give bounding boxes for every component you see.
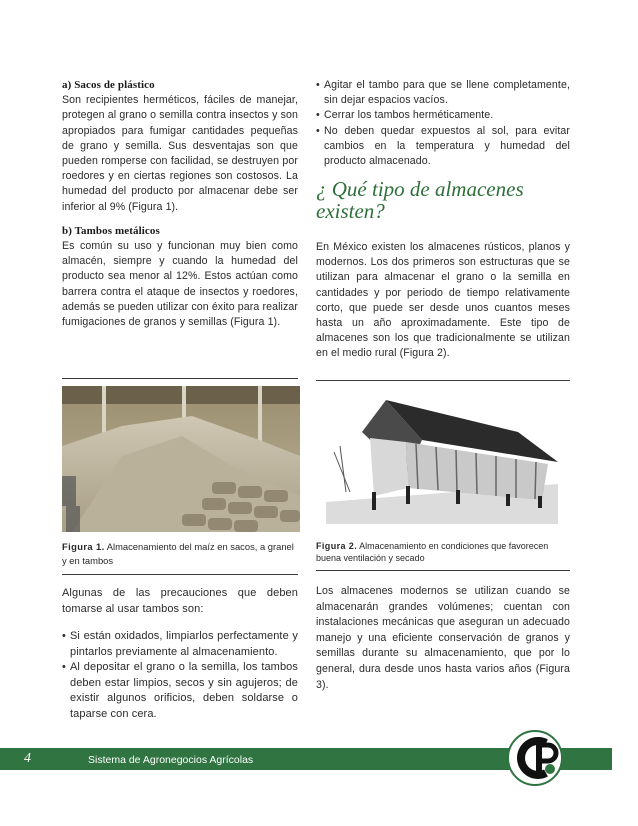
rustic-granary-image	[326, 392, 558, 524]
cp-logo	[506, 729, 564, 787]
section-b-title: b) Tambos metálicos	[62, 224, 160, 237]
figure1-caption	[62, 540, 300, 568]
right-paragraph-1	[316, 240, 570, 362]
tambo-bullet: • Cerrar los tambos herméticamente.	[316, 108, 570, 123]
page-number: 4	[24, 751, 31, 766]
figure1-divider	[62, 574, 298, 575]
precaution-item: • Al depositar el grano o la semilla, los tambos deben estar limpios, secos y sin agujeros; de existir algunos orificios, deben soldarse o taparse con cera.	[62, 660, 298, 722]
figure1-photo	[62, 386, 300, 532]
section-heading: ¿ Qué tipo de almacenes existen?	[316, 177, 524, 223]
section-a-title: a) Sacos de plástico	[62, 79, 155, 91]
figure2-label: Figura 2.	[316, 541, 358, 551]
warehouses-paragraph: En México existen los almacenes rústicos, planos y modernos. Los dos primeros son estructuras que se utilizan para almacenar el grano o la semilla en cantidades y por periodo de tiempo relativamente corto, que puede ser desde unos cuantos meses hasta un año aproximadamente. Este tipo de almacenes son los que tradicionalmente se utilizan en el medio rural (Figura 2).	[316, 241, 570, 360]
cp-logo-icon	[506, 729, 564, 787]
section-a-text: Son recipientes herméticos, fáciles de manejar, protegen al grano o semilla contra insectos y son apropiados para fumigar cantidades pequeñas de grano y semilla. Sus desventajas son que pueden romperse con facilidad, se destruyen por roedores y en ciertas regiones son costosos. La humedad del producto por almacenar debe ser inferior al 9% (Figura 1).	[62, 94, 298, 213]
figure2-caption-text: Almacenamiento en condiciones que favorecen buena ventilación y secado	[316, 541, 549, 563]
section-b-text: Es común su uso y funcionan muy bien como almacén, siempre y cuando la humedad del producto sea menor al 12%. Estos actúan como barrera contra el ataque de insectos y roedores, además se pueden utilizar con éxito para realizar fumigaciones de granos y semillas (Figura 1).	[62, 240, 298, 329]
footer-title: Sistema de Agronegocios Agrícolas	[88, 754, 254, 766]
left-column-top	[62, 78, 298, 330]
figure2-divider	[316, 570, 570, 571]
warehouse-sacks-image	[62, 386, 300, 532]
tambo-bullet: • No deben quedar expuestos al sol, para evitar cambios en la temperatura y humedad del producto almacenado.	[316, 124, 570, 170]
figure1-caption-text: Almacenamiento del maíz en sacos, a granel y en tambos	[62, 541, 294, 566]
figure2-photo	[326, 392, 558, 524]
precautions-intro: Algunas de las precauciones que deben tomarse al usar tambos son:	[62, 587, 298, 615]
tambo-bullets	[316, 78, 570, 169]
figure2-caption	[316, 540, 570, 564]
right-divider	[316, 380, 570, 381]
right-column-top	[316, 78, 570, 169]
precaution-item: • Si están oxidados, limpiarlos perfectamente y pintarlos previamente al almacenamiento.	[62, 629, 298, 660]
tambo-bullet: • Agitar el tambo para que se llene completamente, sin dejar espacios vacíos.	[316, 78, 570, 108]
left-divider	[62, 378, 298, 379]
precautions-block	[62, 586, 298, 722]
figure1-label: Figura 1.	[62, 541, 105, 552]
precautions-list	[62, 629, 298, 722]
right-paragraph-2	[316, 584, 570, 693]
modern-warehouses-paragraph: Los almacenes modernos se utilizan cuando se almacenarán grandes volúmenes; cuentan con instalaciones mecánicas que aseguran un adecuado manejo y una eficiente conservación de granos y semillas durante su almacenamiento, que por lo general, dura desde unos hasta varios años (Figura 3).	[316, 585, 570, 691]
